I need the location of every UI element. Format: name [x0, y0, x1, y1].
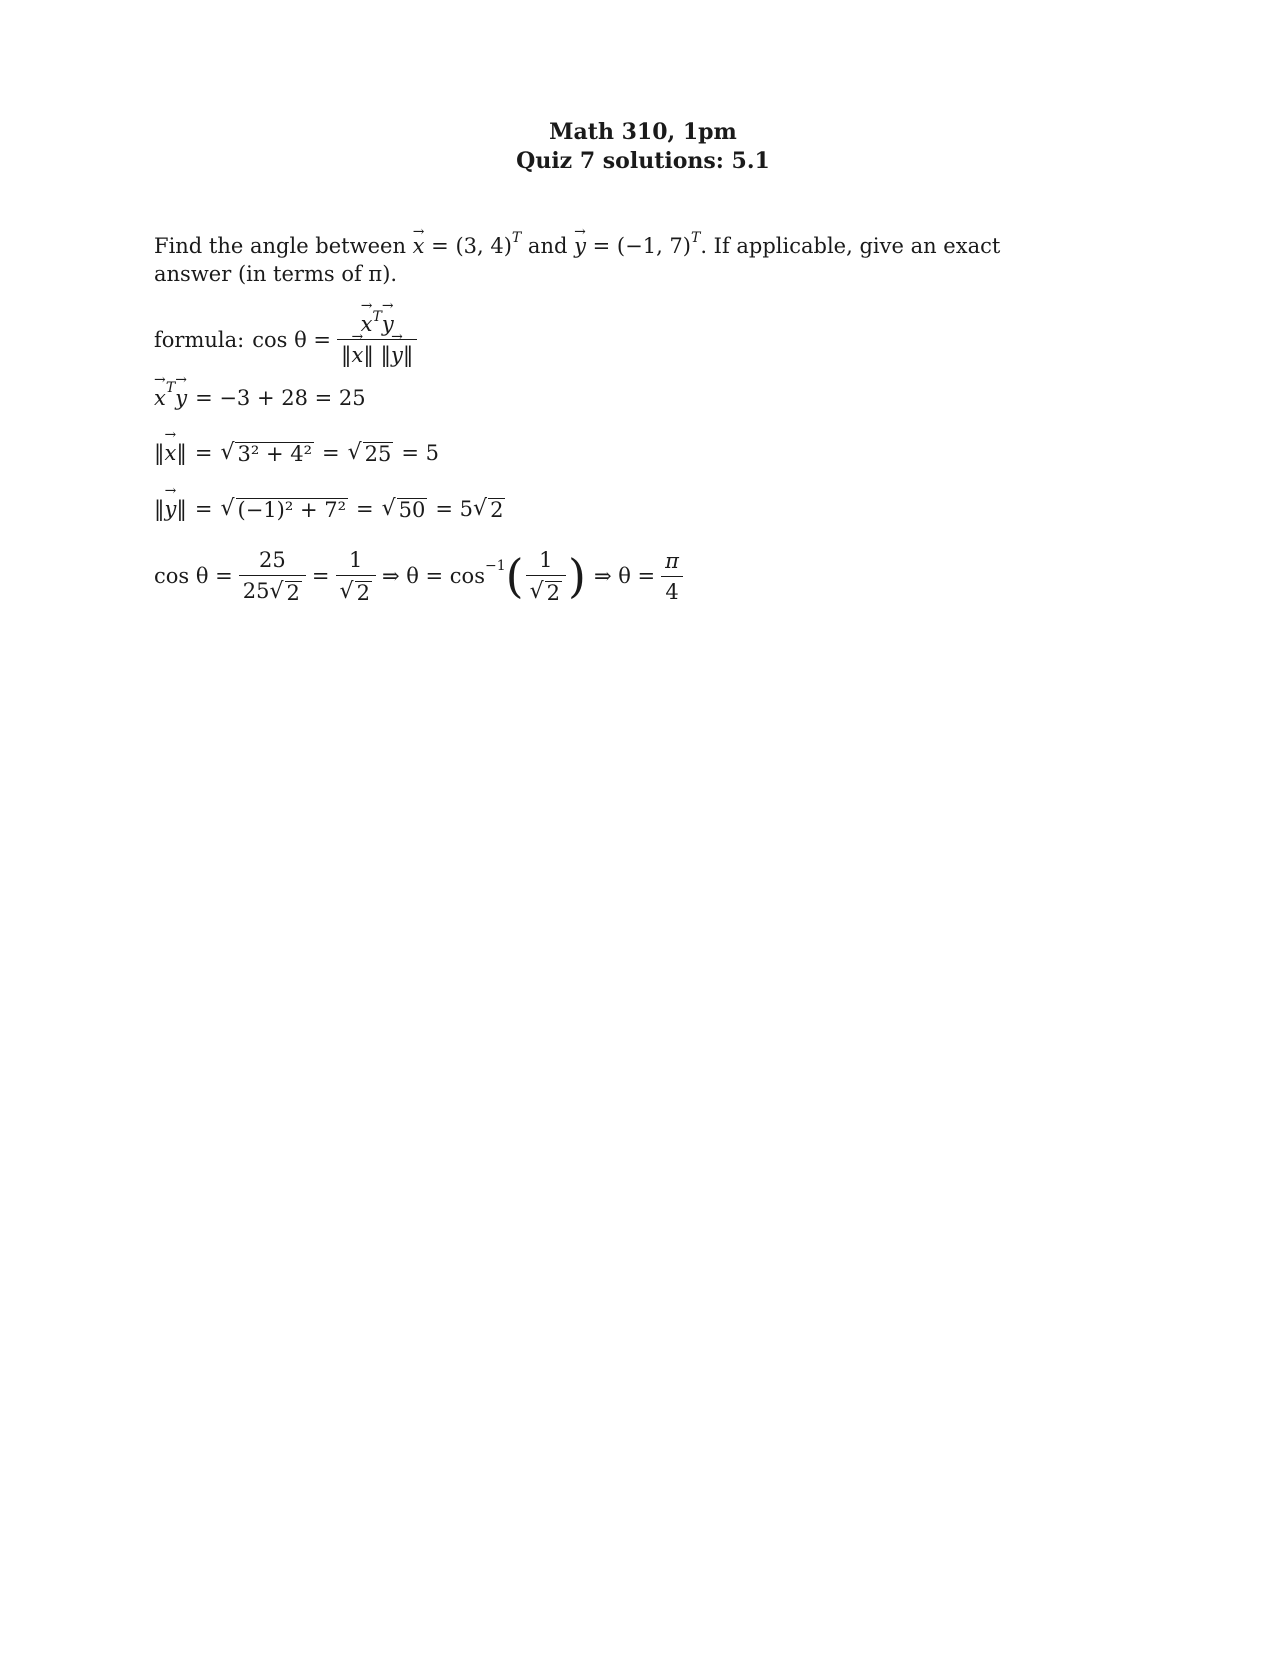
sqrt-norm-x: √ 3² + 4²: [220, 440, 312, 466]
dot-product-line: → x T → y = −3 + 28 = 25: [154, 386, 366, 410]
document-header: [0, 118, 1280, 176]
sqrt-norm-y: √ (−1)² + 7²: [220, 496, 347, 522]
fraction-25-over-25root2: 25 25 √ 2: [239, 548, 306, 604]
arccos-expression: ⇒ θ = cos: [381, 564, 485, 588]
formula-fraction: → $\frac{x^T\to y}{‖\to x‖ ‖\to y‖}$: [337, 312, 417, 367]
norm-y-line: ‖→ y‖ = √ (−1)² + 7² = √ 50 = 5 √ 2: [154, 496, 505, 521]
dot-product-value: = −3 + 28 = 25: [195, 386, 366, 410]
vector-y: → y: [574, 232, 586, 260]
cos-lhs: cos θ =: [154, 564, 233, 588]
course-title: Math 310, 1pm: [549, 119, 737, 145]
formula-line: [154, 309, 423, 367]
quiz-title: Quiz 7 solutions: 5.1: [516, 148, 770, 174]
norm-x-result: = 5: [401, 440, 440, 465]
cos-theta-line: cos θ = 25 25 √ 2 = 1 √ 2 ⇒ θ = cos −1 ( 1 √ 2 ) ⇒ θ = $\frac{\pi}{4}$: [154, 548, 689, 604]
problem-statement: Find the angle between → x = (3, 4)$^T$ and → y = (−1, 7)$^T$. If applicable, give an exact answer (in terms of π).: [154, 232, 1074, 288]
formula-lhs: cos θ =: [252, 327, 331, 352]
formula-label: formula:: [154, 327, 245, 352]
answer-pi-over-4: $\frac{\pi}{4}$: [661, 549, 683, 604]
fraction-1-over-root2: 1 √ 2: [336, 548, 376, 604]
vector-x: → x: [413, 232, 425, 260]
norm-x-line: ‖→ x‖ = √ 3² + 4² = √ 25 = 5: [154, 440, 439, 465]
